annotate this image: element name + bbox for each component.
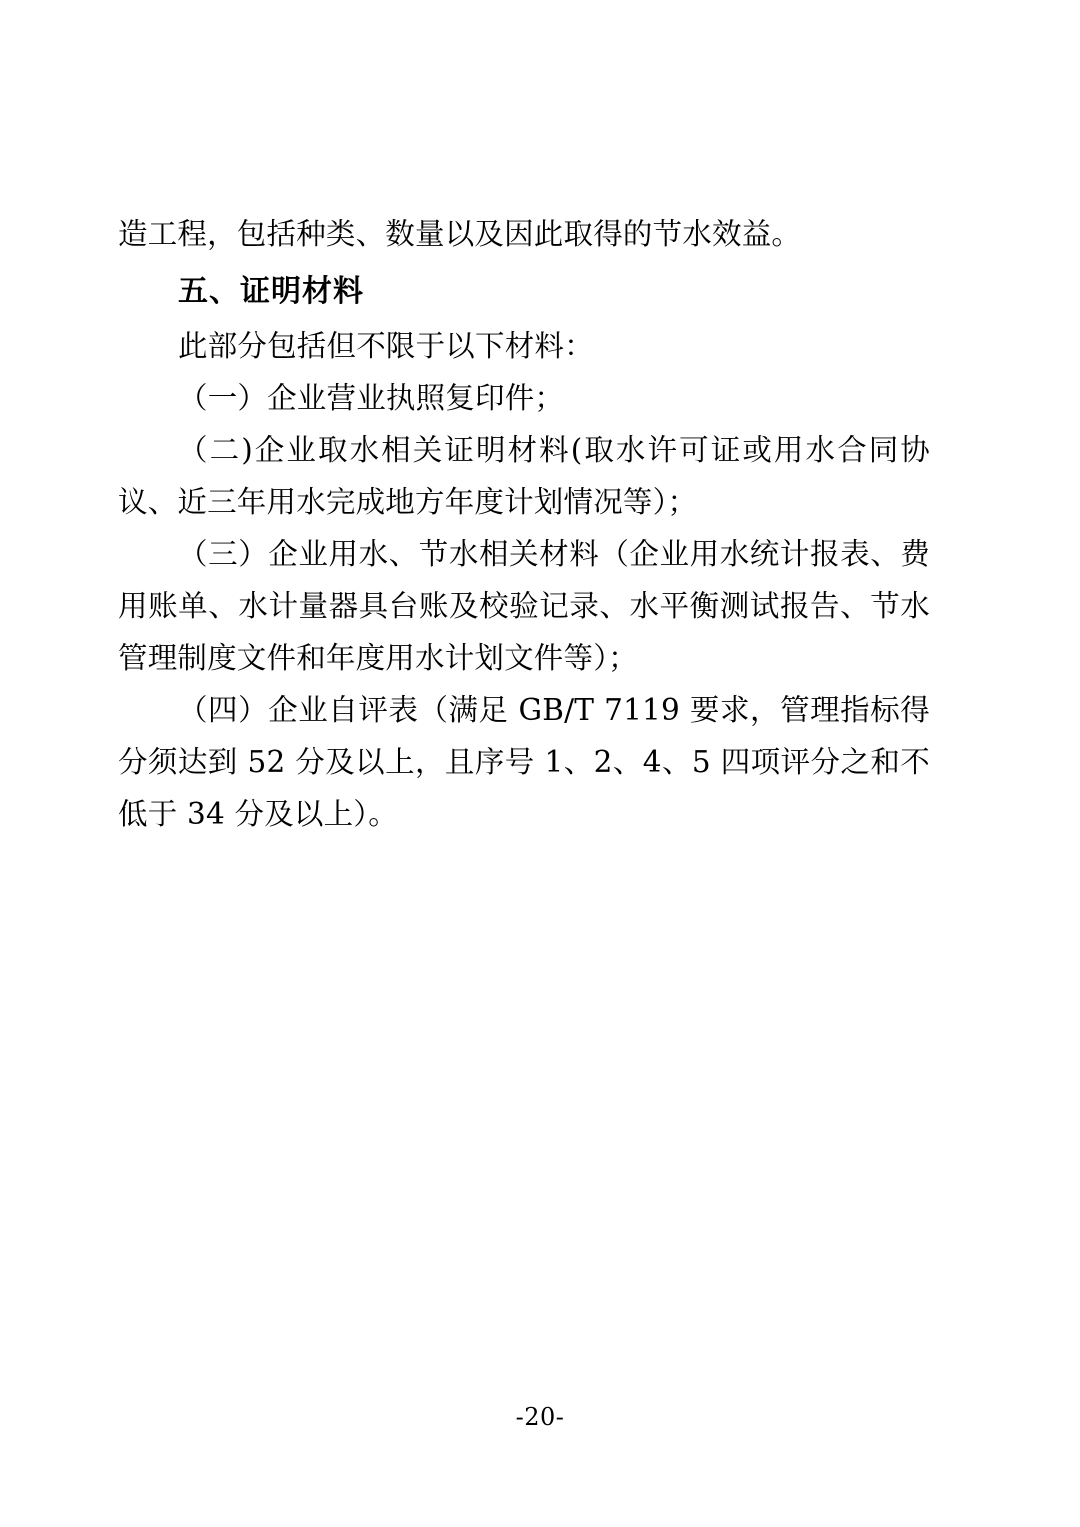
paragraph-item-3: （三）企业用水、节水相关材料（企业用水统计报表、费用账单、水计量器具台账及校验记录、水平衡测试报告、节水管理制度文件和年度用水计划文件等）； (118, 537, 930, 675)
page-number: -20- (515, 1403, 565, 1431)
paragraph-item-2: （二)企业取水相关证明材料(取水许可证或用水合同协议、近三年用水完成地方年度计划情况等）； (118, 433, 930, 519)
paragraph-continued-line: 造工程，包括种类、数量以及因此取得的节水效益。 (118, 217, 802, 251)
paragraph-item-4: （四）企业自评表（满足 GB/T 7119 要求，管理指标得分须达到 52 分及以上，且序号 1、2、4、5 四项评分之和不低于 34 分及以上）。 (118, 693, 930, 831)
paragraph-intro: 此部分包括但不限于以下材料： (178, 329, 594, 363)
paragraph-item-1: （一）企业营业执照复印件； (178, 381, 565, 415)
section-heading-five: 五、证明材料 (178, 274, 364, 309)
